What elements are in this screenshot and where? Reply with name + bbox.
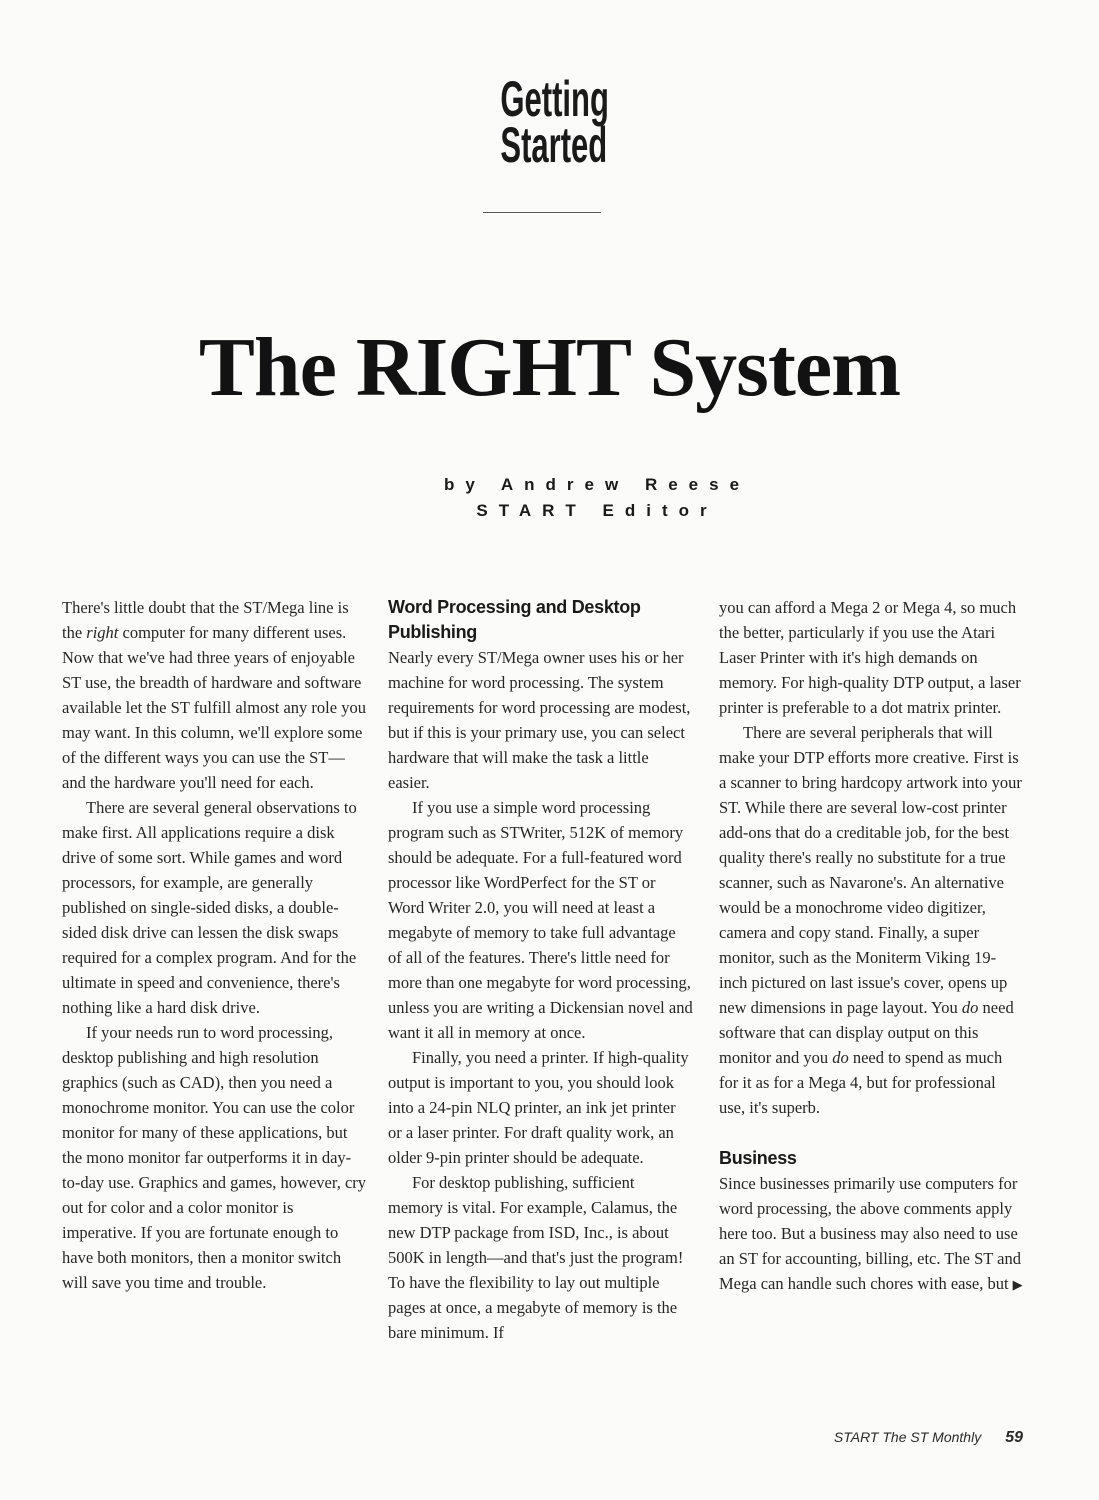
paragraph: Nearly every ST/Mega owner uses his or her machine for word processing. The system requirements for word processing are modest, but if this is your primary use, you can select hardware that will make the task a little easier. bbox=[388, 648, 691, 792]
emphasis: do bbox=[961, 998, 979, 1017]
column-3 bbox=[719, 595, 1024, 1297]
section-header-line1: Getting bbox=[500, 71, 609, 127]
paragraph: Finally, you need a printer. If high-quality output is important to you, you should look into a 24-pin NLQ printer, an ink jet printer or a laser printer. For draft quality work, an older 9-pin printer should be adequate. bbox=[388, 1048, 689, 1167]
article-title: The RIGHT System bbox=[198, 321, 901, 414]
page-number: 59 bbox=[1005, 1429, 1023, 1446]
paragraph bbox=[719, 1171, 1024, 1297]
paragraph: If you use a simple word processing program such as STWriter, 512K of memory should be adequate. For a full-featured word processor like WordPerfect for the ST or Word Writer 2.0, you will need at least a megabyte of memory to take full advantage of all of the features. There's little need for more than one megabyte for word processing, unless you are writing a Dickensian novel and want it all in memory at once. bbox=[388, 798, 693, 1042]
section-divider bbox=[483, 212, 601, 213]
section-header-line2: Started bbox=[500, 117, 608, 173]
section-heading-business: Business bbox=[719, 1148, 797, 1168]
byline-role: START Editor bbox=[476, 501, 718, 520]
text-run: Since businesses primarily use computers for word processing, the above comments apply here too. But a business may also need to use an ST for accounting, billing, etc. The ST and Mega can handle such chores with ease, but bbox=[719, 1174, 1021, 1293]
paragraph bbox=[62, 595, 367, 795]
byline bbox=[0, 472, 1099, 524]
continued-arrow-icon: ▶ bbox=[1012, 1277, 1023, 1292]
text-run: need software that can display output on this monitor and you bbox=[719, 998, 1014, 1067]
column-1 bbox=[62, 595, 367, 1295]
text-run: There are several peripherals that will make your DTP efforts more creative. First is a scanner to bring hardcopy artwork into your ST. While there are several low-cost printer add-ons that do a creditable job, for the best quality there's really no substitute for a true scanner, such as Navarone's. An alternative would be a monochrome video digitizer, camera and copy stand. Finally, a super monitor, such as the Moniterm Viking 19-inch pictured on last issue's cover, opens up new dimensions in page layout. You bbox=[719, 723, 1022, 1017]
byline-author: by Andrew Reese bbox=[443, 475, 751, 494]
emphasis: do bbox=[832, 1048, 849, 1067]
section-heading-word-processing: Word Processing and Desktop Publishing bbox=[388, 597, 641, 642]
text-run: computer for many different uses. Now that we've had three years of enjoyable ST use, the breadth of hardware and software available let the ST fulfill almost any role you may want. In this column, we'll explore some of the different ways you can use the ST—and the hardware you'll need for each. bbox=[62, 623, 366, 792]
paragraph: If your needs run to word processing, desktop publishing and high resolution graphics (such as CAD), then you need a monochrome monitor. You can use the color monitor for many of these applications, but the mono monitor far outperforms it in day-to-day use. Graphics and games, however, cry out for color and a color monitor is imperative. If you are fortunate enough to have both monitors, then a monitor switch will save you time and trouble. bbox=[62, 1023, 367, 1292]
paragraph: There are several general observations to make first. All applications require a disk drive of some sort. While games and word processors, for example, are generally published on single-sided disks, a double-sided disk drive can lessen the disk swaps required for a complex program. And for the ultimate in speed and convenience, there's nothing like a hard disk drive. bbox=[62, 798, 357, 1017]
text-run: need to spend as much for it as for a Mega 4, but for professional use, it's superb. bbox=[719, 1048, 1003, 1117]
magazine-name: START The ST Monthly bbox=[833, 1429, 982, 1445]
text-run: There's little doubt that the ST/Mega line is the bbox=[62, 598, 349, 642]
paragraph: you can afford a Mega 2 or Mega 4, so much the better, particularly if you use the Atari Laser Printer with it's high demands on memory. For high-quality DTP output, a laser printer is preferable to a dot matrix printer. bbox=[719, 598, 1021, 717]
emphasis: right bbox=[86, 623, 119, 642]
page-footer bbox=[834, 1426, 1023, 1449]
paragraph bbox=[719, 720, 1024, 1120]
paragraph: For desktop publishing, sufficient memory is vital. For example, Calamus, the new DTP package from ISD, Inc., is about 500K in length—and that's just the program! To have the flexibility to lay out multiple pages at once, a megabyte of memory is the bare minimum. If bbox=[388, 1173, 684, 1342]
section-header bbox=[500, 71, 609, 173]
column-2 bbox=[388, 595, 693, 1345]
